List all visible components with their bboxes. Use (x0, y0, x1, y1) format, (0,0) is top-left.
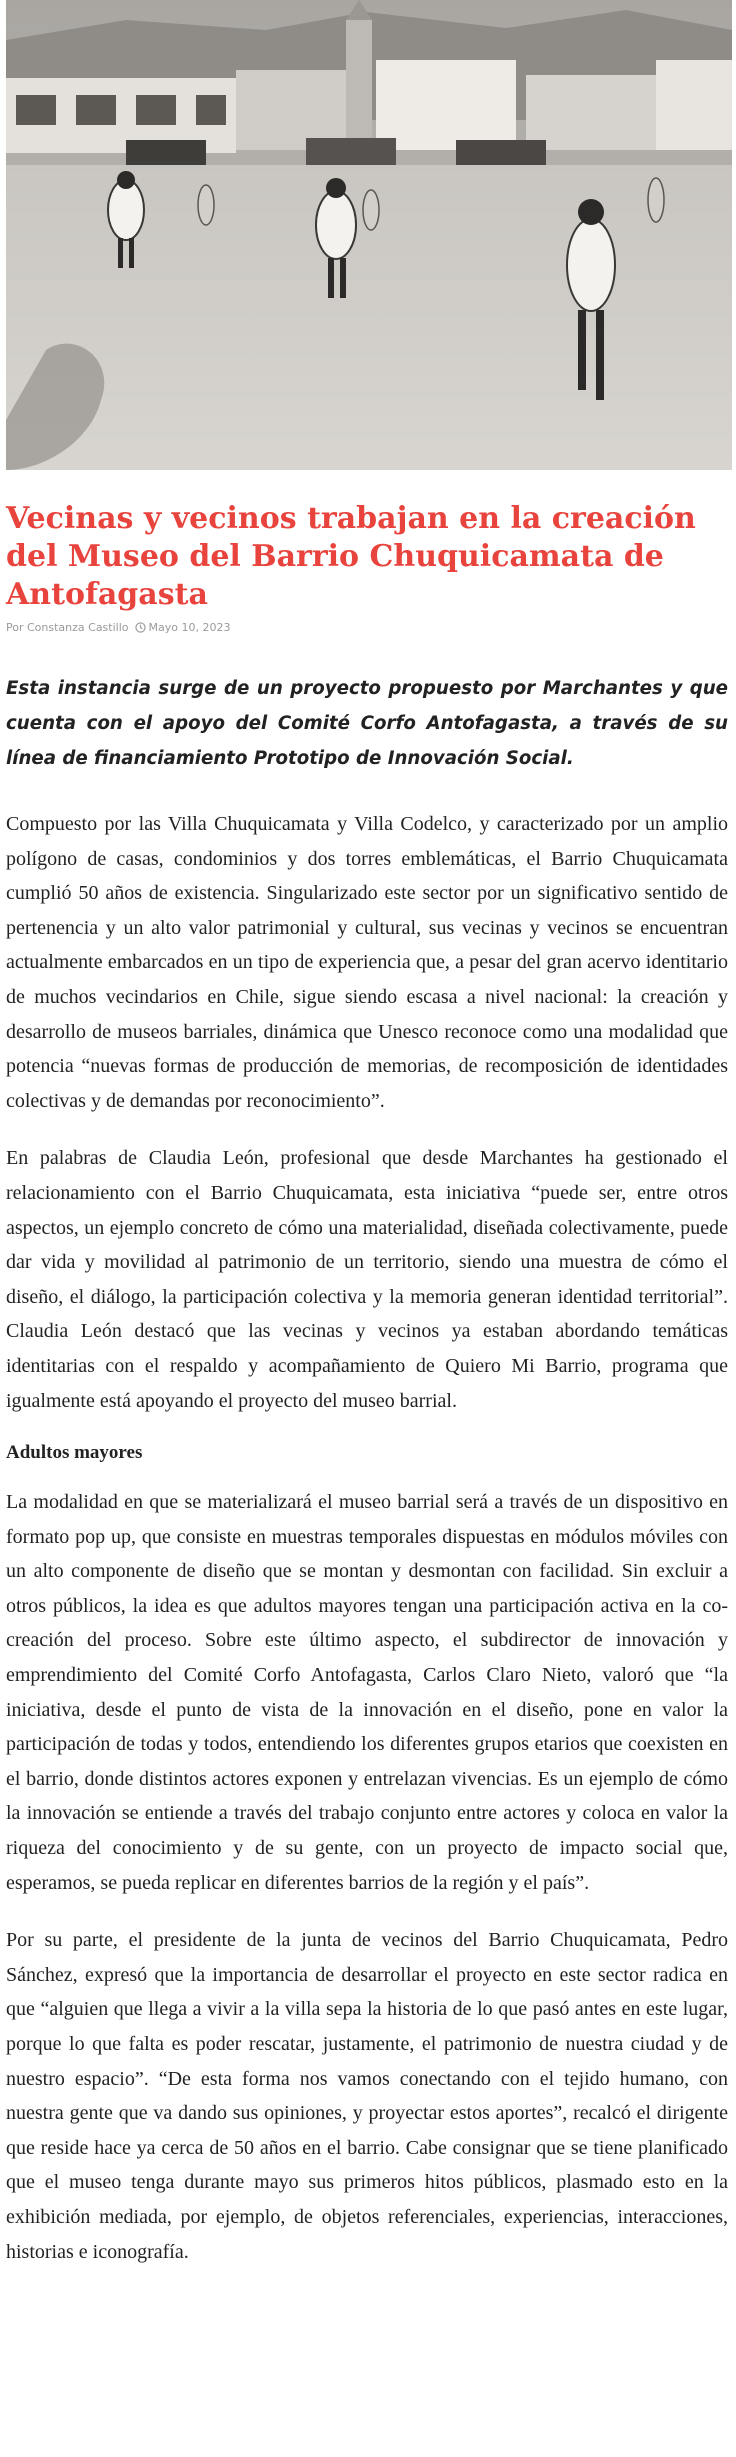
hero-photo (6, 0, 732, 470)
hero-photo-image (6, 0, 732, 470)
clock-icon (135, 622, 146, 633)
article-date: Mayo 10, 2023 (148, 621, 231, 634)
article-lead: Esta instancia surge de un proyecto propuesto por Marchantes y que cuenta con el apoyo del Comité Corfo Antofagasta, a través de su línea de financiamiento Prototipo de Innovación Social. (6, 678, 728, 769)
article-body (6, 671, 728, 2292)
article-title: Vecinas y vecinos trabajan en la creación del Museo del Barrio Chuquicamata de Antofagasta (6, 501, 696, 612)
paragraph: Compuesto por las Villa Chuquicamata y Villa Codelco, y caracterizado por un amplio polígono de casas, condominios y dos torres emblemáticas, el Barrio Chuquicamata cumplió 50 años de existencia. Singularizado este sector por un significativo sentido de pertenencia y un alto valor patrimonial y cultural, sus vecinas y vecinos se encuentran actualmente embarcados en un tipo de experiencia que, a pesar del gran acervo identitario de muchos vecindarios en Chile, sigue siendo escasa a nivel nacional: la creación y desarrollo de museos barriales, dinámica que Unesco reconoce como una modalidad que potencia “nuevas formas de producción de memorias, de recomposición de identidades colectivas y de demandas por reconocimiento”. (6, 813, 728, 1112)
article-author: Por Constanza Castillo (6, 621, 129, 634)
paragraph: La modalidad en que se materializará el museo barrial será a través de un dispositivo en formato pop up, que consiste en muestras temporales dispuestas en módulos móviles con un alto componente de diseño que se montan y desmontan con facilidad. Sin excluir a otros públicos, la idea es que adultos mayores tengan una participación activa en la co-creación del proceso. Sobre este último aspecto, el subdirector de innovación y emprendimiento del Comité Corfo Antofagasta, Carlos Claro Nieto, valoró que “la iniciativa, desde el punto de vista de la innovación en el diseño, pone en valor la participación de todas y todos, entendiendo los diferentes grupos etarios que coexisten en el barrio, donde distintos actores exponen y entrelazan vivencias. Es un ejemplo de cómo la innovación se entiende a través del trabajo conjunto entre actores y coloca en valor la riqueza del conocimiento y de su gente, con un proyecto de impacto social que, esperamos, se pueda replicar en diferentes barrios de la región y el país”. (6, 1491, 728, 1894)
paragraph: En palabras de Claudia León, profesional que desde Marchantes ha gestionado el relacionamiento con el Barrio Chuquicamata, esta iniciativa “puede ser, entre otros aspectos, un ejemplo concreto de cómo una materialidad, diseñada colectivamente, puede dar vida y movilidad al patrimonio de un territorio, siendo una muestra de cómo el diseño, el diálogo, la participación colectiva y la memoria generan identidad territorial”. Claudia León destacó que las vecinas y vecinos ya estaban abordando temáticas identitarias con el respaldo y acompañamiento de Quiero Mi Barrio, programa que igualmente está apoyando el proyecto del museo barrial. (6, 1147, 728, 1412)
section-heading: Adultos mayores (6, 1442, 143, 1464)
article-meta (6, 621, 230, 634)
paragraph: Por su parte, el presidente de la junta de vecinos del Barrio Chuquicamata, Pedro Sánchez, expresó que la importancia de desarrollar el proyecto en este sector radica en que “alguien que llega a vivir a la villa sepa la historia de lo que pasó antes en este lugar, porque lo que falta es poder rescatar, justamente, el patrimonio de nuestra ciudad y de nuestro espacio”. “De esta forma nos vamos conectando con el tejido humano, con nuestra gente que va dando sus opiniones, y proyectar estos aportes”, recalcó el dirigente que reside hace ya cerca de 50 años en el barrio. Cabe consignar que se tiene planificado que el museo tenga durante mayo sus primeros hitos públicos, plasmado esto en la exhibición mediada, por ejemplo, de objetos referenciales, experiencias, interacciones, historias e iconografía. (6, 1929, 728, 2263)
